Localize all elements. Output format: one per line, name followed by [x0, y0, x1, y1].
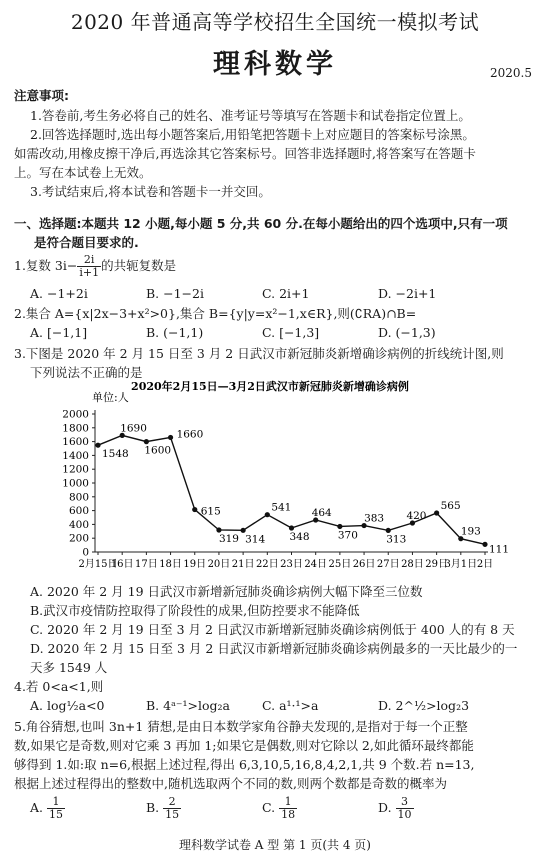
x-tick-label-14: 29日 — [425, 559, 448, 570]
q4-option-b: B. 4ᵃ⁻¹>log₂a — [146, 698, 230, 713]
y-tick-label-7: 1400 — [62, 449, 89, 462]
data-point-3 — [168, 435, 173, 440]
notice-heading: 注意事项: — [14, 88, 69, 103]
exam-date: 2020.5 — [490, 66, 532, 80]
x-tick-label-16: 2日 — [476, 559, 494, 570]
question-5-line2: 数,如果它是奇数,则对它乘 3 再加 1;如果它是偶数,则对它除以 2,如此循环最终都能 — [14, 738, 474, 753]
question-3-stem-line1: 3.下图是 2020 年 2 月 15 日至 3 月 2 日武汉市新冠肺炎新增确诊病例的折线统计图,则 — [14, 346, 504, 361]
data-label-2: 1600 — [144, 444, 172, 457]
y-tick-label-6: 1200 — [62, 463, 89, 476]
x-tick-label-9: 24日 — [304, 559, 328, 570]
data-label-16: 111 — [489, 543, 510, 556]
exam-title: 2020 年普通高等学校招生全国统一模拟考试 — [70, 10, 480, 34]
section-heading-line2: 是符合题目要求的. — [34, 235, 139, 250]
y-tick-label-10: 2000 — [62, 408, 89, 421]
x-tick-label-2: 17日 — [135, 559, 158, 570]
data-point-16 — [482, 542, 487, 547]
question-4-stem: 4.若 0<a<1,则 — [14, 679, 104, 694]
x-tick-label-10: 25日 — [328, 559, 352, 570]
q1-option-b: B. −1−2i — [146, 286, 204, 301]
q5-option-d — [378, 796, 414, 821]
y-tick-label-9: 1800 — [62, 422, 89, 435]
q5-a-num: 1 — [47, 796, 65, 809]
q5-option-b — [146, 796, 181, 821]
question-1-stem — [14, 254, 176, 279]
data-label-4: 615 — [200, 505, 221, 518]
q2-option-b: B. (−1,1) — [146, 325, 204, 340]
question-5-line1: 5.角谷猜想,也叫 3n+1 猜想,是由日本数学家角谷静夫发现的,是指对于每一个正整 — [14, 719, 468, 734]
line-chart — [0, 380, 550, 580]
q5-a-den: 15 — [49, 808, 63, 821]
x-tick-label-4: 19日 — [183, 559, 207, 570]
x-tick-label-7: 22日 — [255, 559, 279, 570]
question-3-stem-line2: 下列说法不正确的是 — [30, 365, 143, 380]
x-tick-label-15: 3月1日 — [444, 559, 478, 570]
q5-b-num: 2 — [163, 796, 181, 809]
page-footer: 理科数学试卷 A 型 第 1 页(共 4 页) — [178, 838, 371, 852]
x-tick-label-5: 20日 — [207, 559, 231, 570]
question-2-stem: 2.集合 A={x|2x−3+x²>0},集合 B={y|y=x²−1,x∈R},则(∁RA)∩B= — [14, 306, 417, 321]
x-tick-label-8: 23日 — [280, 559, 303, 570]
y-tick-label-5: 1000 — [62, 477, 89, 490]
data-point-10 — [337, 524, 342, 529]
data-label-6: 314 — [245, 533, 266, 546]
data-label-0: 1548 — [102, 448, 129, 461]
data-label-8: 348 — [289, 530, 310, 543]
data-label-14: 565 — [440, 500, 461, 513]
q2-option-a: A. [−1,1] — [30, 325, 88, 340]
data-label-10: 370 — [337, 529, 358, 542]
data-point-0 — [95, 443, 100, 448]
q5-d-den: 10 — [397, 808, 412, 821]
data-label-12: 313 — [386, 533, 407, 546]
x-tick-label-3: 18日 — [159, 559, 182, 570]
y-tick-label-1: 200 — [68, 532, 89, 545]
q5-c-num: 1 — [279, 796, 297, 809]
q1-option-d: D. −2i+1 — [378, 286, 437, 301]
y-tick-label-4: 800 — [68, 491, 89, 504]
q1-fraction — [77, 254, 101, 279]
data-label-11: 383 — [364, 512, 385, 525]
y-tick-label-3: 600 — [68, 505, 89, 518]
notice-item-2c: 上。写在本试卷上无效。 — [14, 165, 152, 180]
q5-b-den: 15 — [165, 808, 180, 821]
q3-option-a: A. 2020 年 2 月 19 日武汉市新增新冠肺炎确诊病例大幅下降至三位数 — [30, 584, 423, 599]
data-point-5 — [216, 527, 221, 532]
y-tick-label-8: 1600 — [62, 436, 89, 449]
data-point-2 — [144, 439, 149, 444]
x-tick-label-13: 28日 — [401, 559, 424, 570]
q5-option-b-frac — [163, 796, 181, 821]
q5-c-den: 18 — [281, 808, 296, 821]
question-5-line4: 根据上述过程得出的整数中,随机选取两个不同的数,则两个数都是奇数的概率为 — [14, 776, 447, 791]
data-label-3: 1660 — [176, 428, 204, 441]
notice-item-3: 3.考试结束后,将本试卷和答题卡一并交回。 — [30, 184, 271, 199]
q1-suffix: 的共轭复数是 — [101, 258, 177, 273]
q4-option-a: A. log½a<0 — [30, 698, 105, 713]
q1-option-c: C. 2i+1 — [262, 286, 310, 301]
q5-option-b-label: B. — [146, 800, 160, 815]
chart-title: 2020年2月15日—3月2日武汉市新冠肺炎新增确诊病例 — [131, 380, 409, 393]
data-point-8 — [289, 525, 294, 530]
q5-option-c-frac — [279, 796, 297, 821]
notice-item-2a: 2.回答选择题时,选出每小题答案后,用铅笔把答题卡上对应题目的答案标号涂黑。 — [30, 127, 475, 142]
q4-option-c: C. a¹·¹>a — [262, 698, 319, 713]
q2-option-c: C. [−1,3] — [262, 325, 320, 340]
x-tick-label-12: 27日 — [376, 559, 400, 570]
q3-option-b: B.武汉市疫情防控取得了阶段性的成果,但防控要求不能降低 — [30, 603, 360, 618]
data-label-5: 319 — [218, 532, 239, 545]
q2-option-d: D. (−1,3) — [378, 325, 436, 340]
q5-option-a — [30, 796, 65, 821]
q1-frac-num: 2i — [77, 254, 101, 267]
q5-option-a-frac — [47, 796, 65, 821]
data-point-7 — [265, 512, 270, 517]
data-point-12 — [386, 528, 391, 533]
q1-frac-den: i+1 — [79, 266, 100, 279]
x-tick-label-0: 2月15日 — [78, 559, 118, 570]
data-label-9: 464 — [311, 506, 332, 519]
x-tick-label-11: 26日 — [352, 559, 376, 570]
subject-title: 理科数学 — [213, 49, 337, 80]
q3-option-c: C. 2020 年 2 月 19 日至 3 月 2 日武汉市新增新冠肺炎确诊病例低于 400 人的有 8 天 — [30, 622, 515, 637]
q5-option-c — [262, 796, 297, 821]
y-tick-label-0: 0 — [82, 546, 89, 559]
q5-option-a-label: A. — [30, 800, 44, 815]
y-tick-label-2: 400 — [68, 518, 89, 531]
q5-option-c-label: C. — [262, 800, 276, 815]
notice-item-2b: 如需改动,用橡皮擦干净后,再选涂其它答案标号。回答非选择题时,将答案写在答题卡 — [14, 146, 476, 161]
q1-prefix: 1.复数 3i− — [14, 258, 78, 273]
x-tick-label-1: 16日 — [110, 559, 134, 570]
chart-ylabel: 单位:人 — [92, 391, 129, 404]
q4-option-d: D. 2^½>log₂3 — [378, 698, 470, 713]
q1-option-a: A. −1+2i — [30, 286, 88, 301]
q5-option-d-label: D. — [378, 800, 392, 815]
data-label-13: 420 — [406, 510, 427, 523]
q5-d-num: 3 — [396, 796, 414, 809]
x-tick-label-6: 21日 — [231, 559, 255, 570]
data-point-6 — [241, 528, 246, 533]
data-label-7: 541 — [271, 501, 292, 514]
section-heading-line1: 一、选择题:本题共 12 小题,每小题 5 分,共 60 分.在每小题给出的四个选项中,只有一项 — [14, 216, 508, 231]
notice-item-1: 1.答卷前,考生务必将自己的姓名、准考证号等填写在答题卡和试卷指定位置上。 — [30, 108, 471, 123]
data-point-4 — [192, 507, 197, 512]
q3-option-d-cont: 天多 1549 人 — [30, 660, 108, 675]
q3-option-d: D. 2020 年 2 月 15 日至 3 月 2 日武汉市新增新冠肺炎确诊病例最多的一天比最少的一 — [30, 641, 518, 656]
data-label-1: 1690 — [120, 422, 147, 435]
question-5-line3: 够得到 1.如:取 n=6,根据上述过程,得出 6,3,10,5,16,8,4,2,1,共 9 个数.若 n=13, — [14, 757, 475, 772]
data-point-14 — [434, 510, 439, 515]
q5-option-d-frac — [396, 796, 414, 821]
data-label-15: 193 — [460, 525, 481, 538]
